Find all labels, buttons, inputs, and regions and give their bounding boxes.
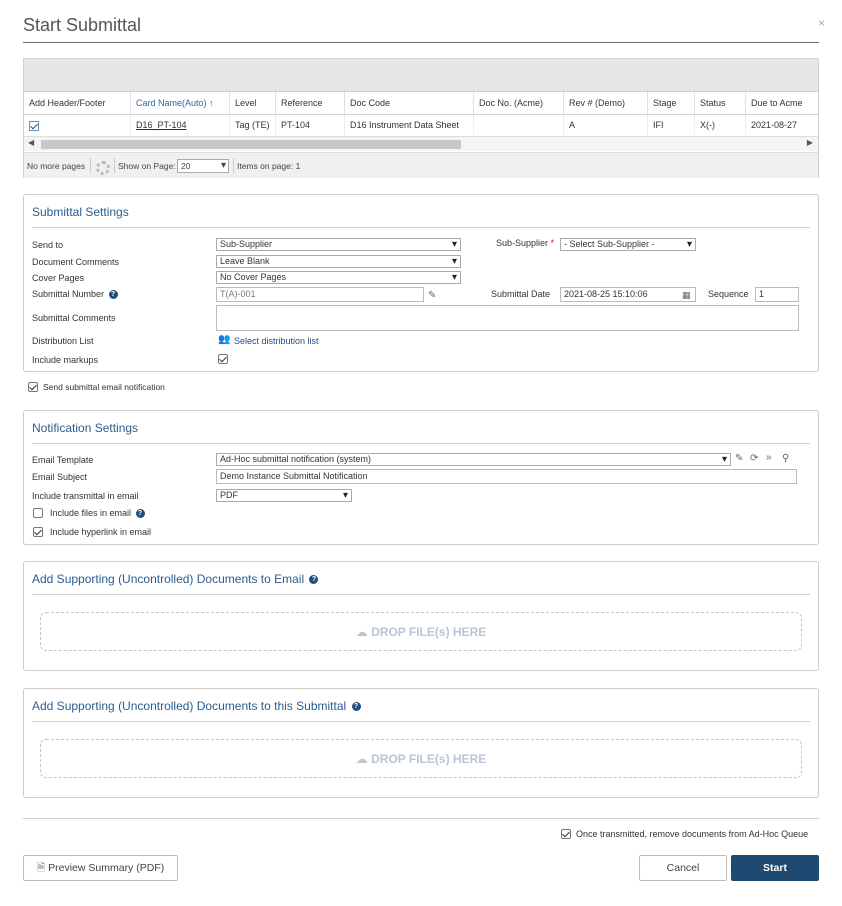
pager-divider bbox=[90, 158, 91, 173]
help-icon[interactable]: ? bbox=[109, 290, 118, 299]
email-subject-input[interactable]: Demo Instance Submittal Notification bbox=[216, 469, 797, 484]
distribution-list-label: Distribution List bbox=[32, 336, 94, 346]
panel-divider bbox=[32, 721, 810, 722]
include-files-checkbox[interactable] bbox=[33, 508, 43, 518]
submittal-number-label bbox=[32, 289, 118, 299]
row-stage: IFI bbox=[648, 115, 695, 135]
grid-pager bbox=[24, 152, 818, 178]
row-level: Tag (TE) bbox=[230, 115, 276, 135]
notification-settings-title: Notification Settings bbox=[32, 421, 139, 435]
include-markups-checkbox[interactable] bbox=[218, 354, 228, 364]
include-transmittal-select[interactable]: PDF ▾ bbox=[216, 489, 352, 502]
panel-divider bbox=[32, 594, 810, 595]
col-reference[interactable]: Reference bbox=[276, 92, 345, 114]
select-distribution-list-link[interactable]: Select distribution list bbox=[234, 336, 319, 346]
row-due: 2021-08-27 bbox=[751, 120, 798, 130]
submittal-date-label: Submittal Date bbox=[491, 289, 551, 299]
drop-zone-text: DROP FILE(s) HERE bbox=[371, 625, 487, 639]
supporting-docs-submittal-title-text: Add Supporting (Uncontrolled) Documents to this Submittal bbox=[32, 699, 347, 713]
grid-header bbox=[24, 92, 818, 115]
file-pdf-icon: 🗎 bbox=[36, 862, 46, 874]
row-doc-no bbox=[474, 115, 564, 135]
pager-divider bbox=[233, 158, 234, 173]
add-header-footer-checkbox[interactable] bbox=[29, 121, 39, 131]
row-reference: PT-104 bbox=[276, 115, 345, 135]
card-name-link[interactable]: D16_PT-104 bbox=[136, 120, 187, 130]
cloud-upload-icon: ☁ bbox=[355, 625, 368, 639]
calendar-icon[interactable]: ▦ bbox=[682, 290, 691, 300]
pencil-icon[interactable]: ✎ bbox=[735, 453, 744, 464]
help-icon[interactable]: ? bbox=[309, 575, 318, 584]
gear-icon[interactable] bbox=[96, 161, 110, 175]
row-card-name bbox=[131, 115, 230, 135]
submittal-settings-panel bbox=[23, 194, 819, 372]
submittal-drop-zone[interactable] bbox=[40, 739, 802, 778]
required-marker: * bbox=[550, 238, 555, 248]
search-icon[interactable]: ⚲ bbox=[782, 453, 790, 464]
pager-divider bbox=[114, 158, 115, 173]
include-files-label-text: Include files in email bbox=[50, 508, 132, 518]
sub-supplier-label bbox=[496, 238, 554, 248]
horizontal-scrollbar[interactable] bbox=[24, 136, 818, 151]
supporting-docs-email-title bbox=[32, 572, 318, 586]
cloud-upload-icon: ☁ bbox=[355, 752, 368, 766]
preview-summary-label: Preview Summary (PDF) bbox=[48, 862, 165, 874]
users-icon: 👥 bbox=[218, 334, 231, 345]
supporting-docs-email-panel bbox=[23, 561, 819, 671]
dialog-title: Start Submittal bbox=[23, 15, 142, 35]
remove-docs-label: Once transmitted, remove documents from Ad-Hoc Queue bbox=[576, 829, 809, 839]
email-drop-zone[interactable] bbox=[40, 612, 802, 651]
title-divider bbox=[23, 42, 819, 43]
col-level[interactable]: Level bbox=[230, 92, 276, 114]
row-add-header-footer bbox=[24, 115, 131, 135]
sub-supplier-select[interactable]: - Select Sub-Supplier - ▾ bbox=[560, 238, 696, 251]
help-icon[interactable]: ? bbox=[352, 702, 361, 711]
col-doc-no[interactable]: Doc No. (Acme) bbox=[474, 92, 564, 114]
send-to-select[interactable]: Sub-Supplier ▾ bbox=[216, 238, 461, 251]
items-on-page-text: Items on page: 1 bbox=[237, 161, 301, 171]
scroll-right-icon[interactable]: ▶ bbox=[806, 138, 813, 147]
chevrons-right-icon[interactable]: » bbox=[766, 452, 772, 463]
documents-grid bbox=[23, 58, 819, 178]
include-hyperlink-checkbox[interactable] bbox=[33, 527, 43, 537]
remove-docs-checkbox[interactable] bbox=[561, 829, 571, 839]
page-size-select[interactable]: 20 ▾ bbox=[177, 159, 229, 173]
col-status[interactable]: Status bbox=[695, 92, 746, 114]
submittal-settings-title: Submittal Settings bbox=[32, 205, 129, 219]
table-row[interactable] bbox=[24, 115, 818, 135]
col-card-name[interactable]: Card Name(Auto) ↑ bbox=[131, 92, 230, 114]
submittal-number-label-text: Submittal Number bbox=[32, 289, 105, 299]
col-stage[interactable]: Stage bbox=[648, 92, 695, 114]
close-icon[interactable]: × bbox=[818, 16, 826, 30]
panel-divider bbox=[32, 227, 810, 228]
send-email-notification-label: Send submittal email notification bbox=[43, 382, 165, 392]
email-template-select[interactable]: Ad-Hoc submittal notification (system) ▾ bbox=[216, 453, 731, 466]
preview-summary-button[interactable] bbox=[23, 855, 178, 881]
show-on-page-label: Show on Page: bbox=[118, 161, 176, 171]
submittal-number-input[interactable]: T(A)-001 bbox=[216, 287, 424, 302]
submittal-comments-textarea[interactable] bbox=[216, 305, 799, 331]
supporting-docs-submittal-title bbox=[32, 699, 361, 713]
include-markups-label: Include markups bbox=[32, 355, 99, 365]
start-button[interactable]: Start bbox=[731, 855, 819, 881]
no-more-pages-text: No more pages bbox=[27, 161, 86, 171]
email-template-label: Email Template bbox=[32, 455, 94, 465]
sub-supplier-label-text: Sub-Supplier bbox=[496, 238, 549, 248]
send-to-label: Send to bbox=[32, 240, 64, 250]
sequence-input[interactable]: 1 bbox=[755, 287, 799, 302]
drop-zone-text: DROP FILE(s) HERE bbox=[371, 752, 487, 766]
help-icon[interactable]: ? bbox=[136, 509, 145, 518]
document-comments-label: Document Comments bbox=[32, 257, 120, 267]
email-subject-label: Email Subject bbox=[32, 472, 88, 482]
footer-divider bbox=[23, 818, 819, 819]
supporting-docs-submittal-panel bbox=[23, 688, 819, 798]
submittal-date-input[interactable]: 2021-08-25 15:10:06 bbox=[560, 287, 696, 302]
include-hyperlink-label: Include hyperlink in email bbox=[50, 527, 152, 537]
row-doc-code: D16 Instrument Data Sheet bbox=[345, 115, 474, 135]
pencil-icon[interactable]: ✎ bbox=[428, 290, 437, 301]
row-status: X(-) bbox=[695, 115, 746, 135]
col-rev[interactable]: Rev # (Demo) bbox=[564, 92, 648, 114]
cancel-button[interactable]: Cancel bbox=[639, 855, 727, 881]
grid-toolbar bbox=[24, 59, 818, 92]
include-files-label bbox=[50, 508, 145, 518]
scrollbar-thumb[interactable] bbox=[41, 140, 461, 149]
col-doc-code[interactable]: Doc Code bbox=[345, 92, 474, 114]
row-rev: A bbox=[564, 115, 648, 135]
sequence-label: Sequence bbox=[708, 289, 749, 299]
cover-pages-label: Cover Pages bbox=[32, 273, 85, 283]
refresh-icon[interactable]: ⟳ bbox=[750, 453, 759, 464]
col-add-header-footer[interactable]: Add Header/Footer bbox=[24, 92, 131, 114]
col-due[interactable]: Due to Acme bbox=[751, 98, 803, 108]
send-email-notification-checkbox[interactable] bbox=[28, 382, 38, 392]
supporting-docs-email-title-text: Add Supporting (Uncontrolled) Documents to Email bbox=[32, 572, 305, 586]
include-transmittal-label: Include transmittal in email bbox=[32, 491, 139, 501]
document-comments-select[interactable]: Leave Blank ▾ bbox=[216, 255, 461, 268]
cover-pages-select[interactable]: No Cover Pages ▾ bbox=[216, 271, 461, 284]
notification-settings-panel bbox=[23, 410, 819, 545]
submittal-comments-label: Submittal Comments bbox=[32, 313, 116, 323]
panel-divider bbox=[32, 443, 810, 444]
scroll-left-icon[interactable]: ◀ bbox=[28, 138, 35, 147]
